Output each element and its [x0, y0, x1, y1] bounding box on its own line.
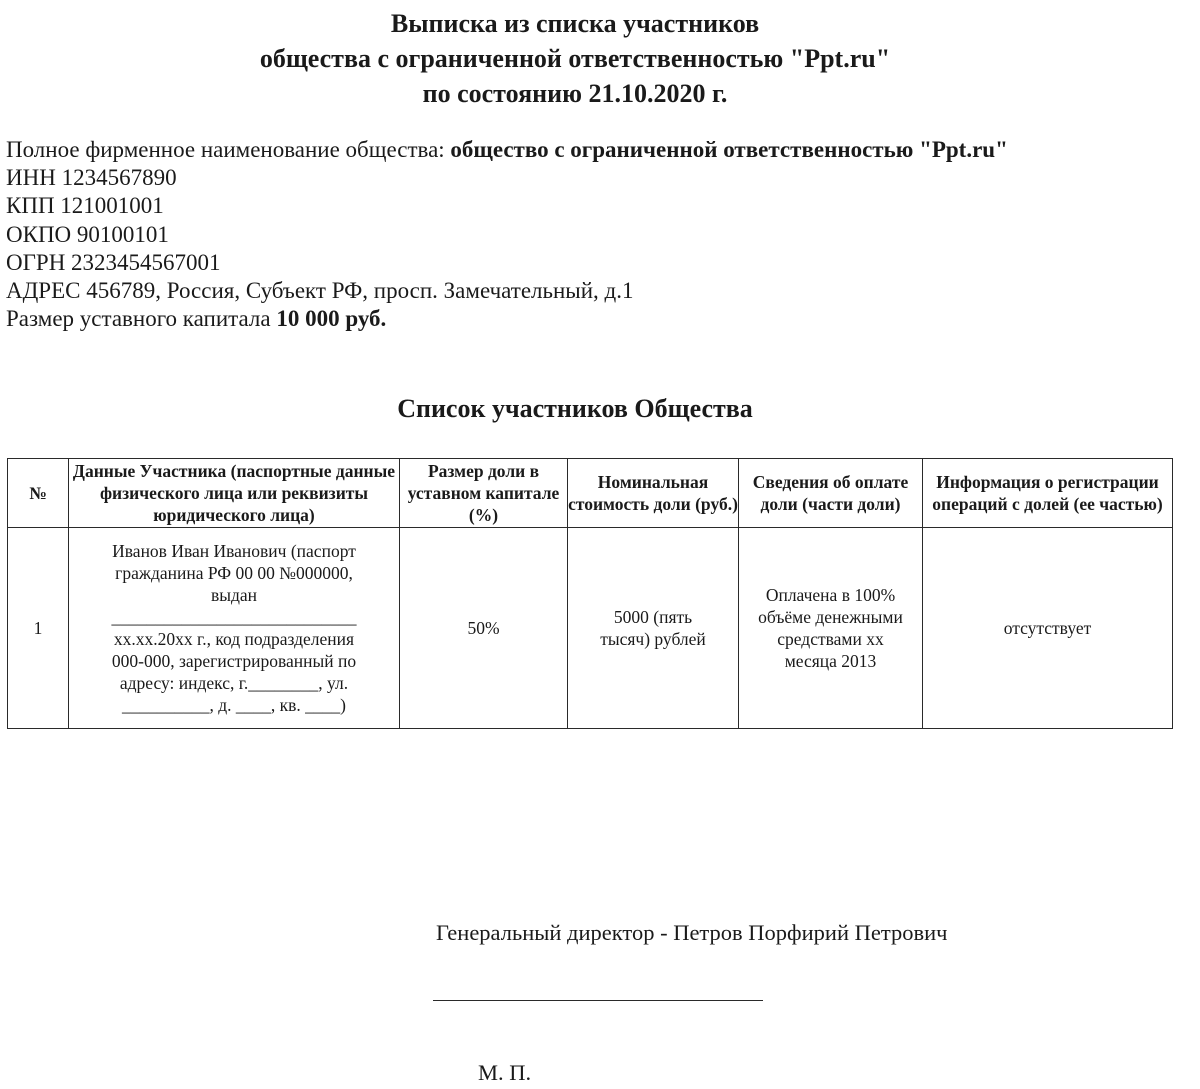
header-member-data: Данные Участника (паспортные данные физического лица или реквизиты юридического лица)	[69, 459, 400, 528]
member-data-line: __________, д. ____, кв. ____)	[122, 695, 346, 715]
signature-line	[433, 1000, 763, 1001]
stamp-placeholder: М. П.	[478, 1060, 532, 1085]
inn-line: ИНН 1234567890	[6, 165, 177, 191]
header-nominal-value: Номинальная стоимость доли (руб.)	[568, 459, 739, 528]
member-data-line: гражданина РФ 00 00 №000000,	[115, 563, 353, 583]
company-details	[6, 136, 1156, 333]
member-data-line: 000-000, зарегистрированный по	[111, 651, 357, 671]
header-share-size: Размер доли в уставном капитале (%)	[400, 459, 568, 528]
registration-info-cell: отсутствует	[923, 528, 1173, 729]
director-signature-text: Генеральный директор - Петров Порфирий Петрович	[436, 920, 948, 945]
row-number: 1	[8, 528, 69, 729]
kpp-line: КПП 121001001	[6, 193, 164, 219]
header-registration-info: Информация о регистрации операций с долей (ее частью)	[923, 459, 1173, 528]
member-data-line: выдан	[210, 585, 258, 605]
nominal-value-cell: 5000 (пять тысяч) рублей	[568, 528, 739, 729]
okpo-line: ОКПО 90100101	[6, 221, 169, 247]
table-row	[8, 528, 1173, 729]
share-cell: 50%	[400, 528, 568, 729]
payment-info-cell: Оплачена в 100% объёме денежными средствами хх месяца 2013	[739, 528, 923, 729]
member-data-line: хх.хх.20хх г., код подразделения	[113, 629, 355, 649]
capital-label: Размер уставного капитала	[6, 306, 271, 332]
capital-value: 10 000 руб.	[276, 306, 387, 332]
member-data-line: адресу: индекс, г.________, ул.	[119, 673, 349, 693]
header-number: №	[8, 459, 69, 528]
title-line-3: по состоянию 21.10.2020 г.	[422, 79, 728, 108]
ogrn-line: ОГРН 2323454567001	[6, 249, 221, 275]
member-data-line: ____________________________	[111, 607, 357, 627]
title-line-1: Выписка из списка участников	[390, 9, 760, 38]
table-header-row	[8, 459, 1173, 528]
members-list-title: Список участников Общества	[397, 394, 753, 423]
member-data-line: Иванов Иван Иванович (паспорт	[112, 541, 356, 561]
members-table	[7, 458, 1173, 729]
full-name-line	[6, 136, 1156, 164]
capital-line	[6, 305, 1156, 333]
member-data-cell	[69, 528, 400, 729]
address-line: АДРЕС 456789, Россия, Субъект РФ, просп. Замечательный, д.1	[6, 278, 634, 304]
document-title	[0, 6, 1150, 111]
title-line-2: общества с ограниченной ответственностью "Ppt.ru"	[259, 44, 891, 73]
full-name-value: общество с ограниченной ответственностью "Ppt.ru"	[450, 137, 1008, 162]
full-name-label: Полное фирменное наименование общества:	[6, 137, 445, 162]
header-payment-info: Сведения об оплате доли (части доли)	[739, 459, 923, 528]
